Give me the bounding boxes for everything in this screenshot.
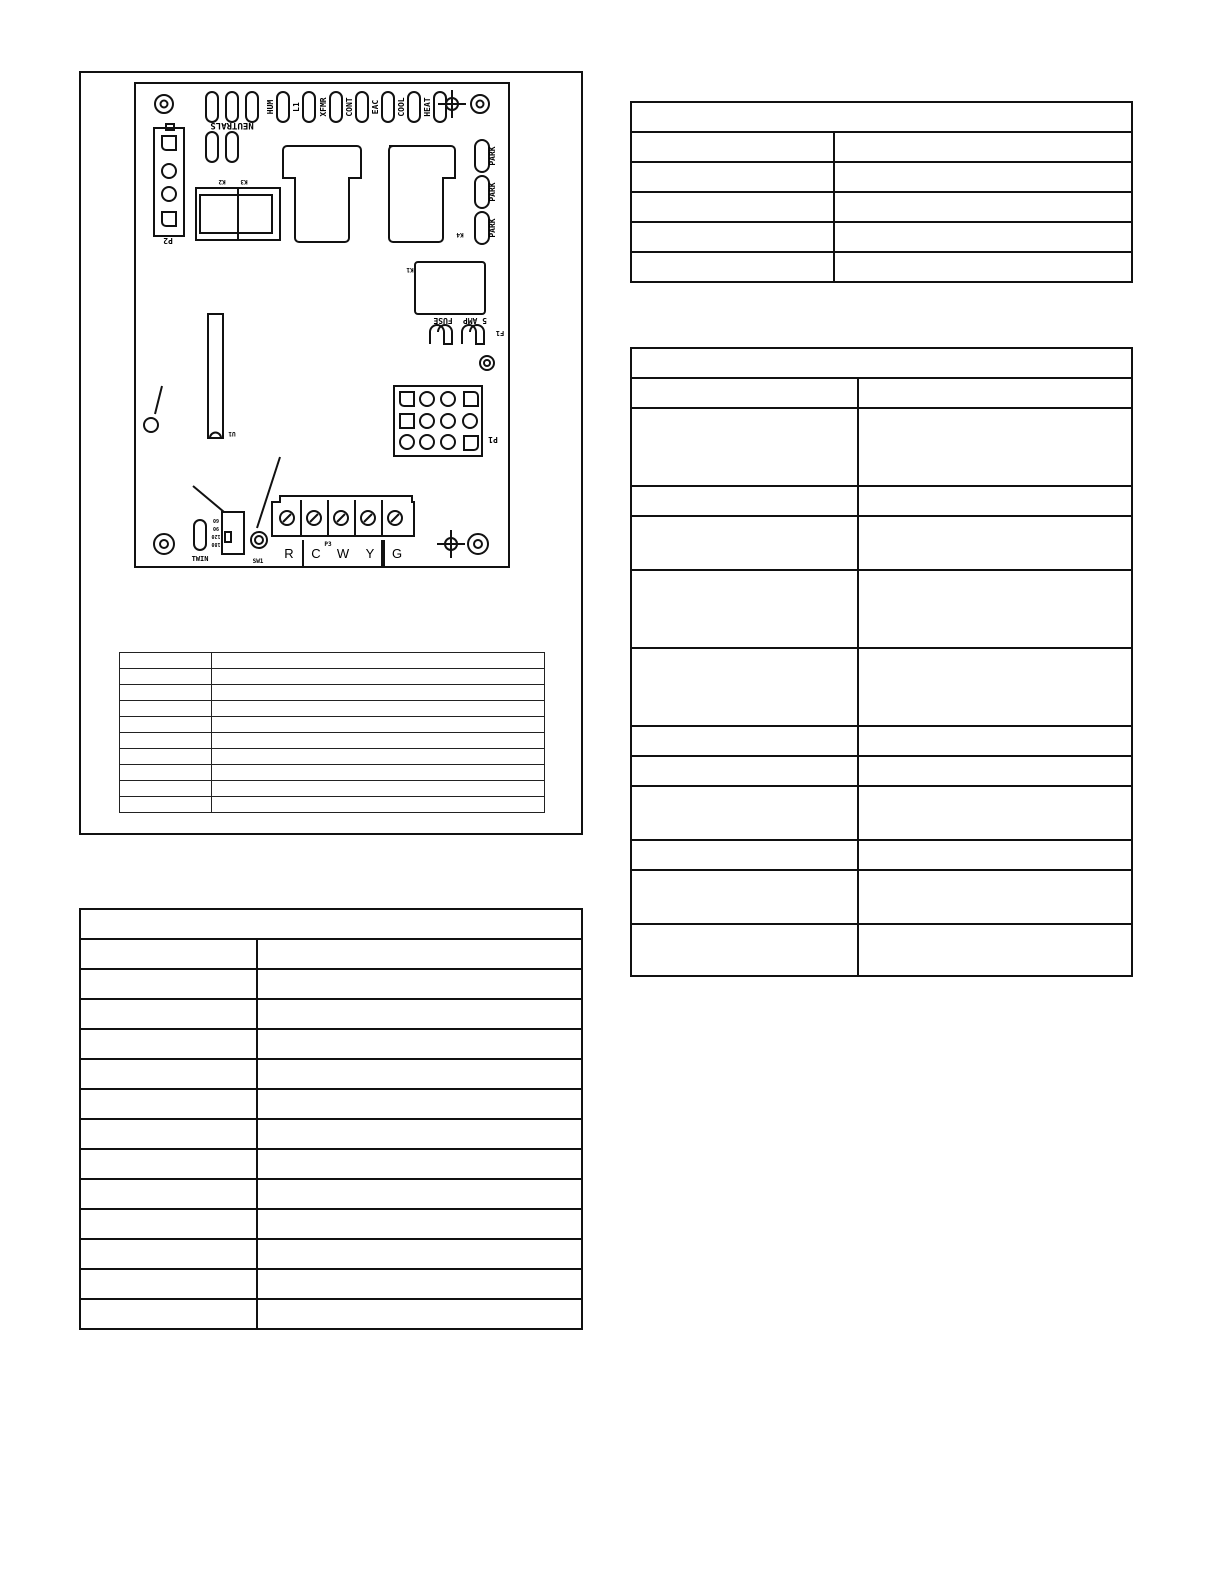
table-row xyxy=(631,840,1132,870)
fuse-label: FUSE xyxy=(433,316,453,325)
neutrals-label: NEUTRALS xyxy=(210,120,254,130)
park-label-2: PARK xyxy=(488,182,497,202)
table-row xyxy=(120,653,545,669)
table-row xyxy=(631,516,1132,570)
table-row xyxy=(631,786,1132,840)
table-row xyxy=(631,924,1132,976)
park-label-3: PARK xyxy=(488,218,497,238)
terminal-w: W xyxy=(336,546,350,561)
table-row xyxy=(80,969,582,999)
park-label-1: PARK xyxy=(488,146,497,166)
eac-label: EAC xyxy=(371,99,380,115)
terminal-r: R xyxy=(284,546,294,561)
table-row xyxy=(120,765,545,781)
hum-label: HUM xyxy=(266,99,275,115)
table-row xyxy=(631,756,1132,786)
terminal-y: Y xyxy=(365,546,375,561)
table-row xyxy=(80,1149,582,1179)
table-row xyxy=(631,726,1132,756)
table-row xyxy=(631,162,1132,192)
k4-label: K4 xyxy=(456,231,464,238)
switch-setting-90: 90 xyxy=(212,525,220,531)
table-row xyxy=(631,570,1132,648)
table-row xyxy=(80,999,582,1029)
table-row xyxy=(80,1179,582,1209)
table-row xyxy=(80,1089,582,1119)
table-row xyxy=(120,733,545,749)
p1-label: P1 xyxy=(488,435,498,444)
right-lower-table xyxy=(630,347,1133,977)
switch-setting-120: 120 xyxy=(211,533,221,539)
terminal-g: G xyxy=(391,546,403,561)
xfmr-label: XFMR xyxy=(319,97,328,117)
table-row xyxy=(120,781,545,797)
table-header-row xyxy=(80,909,582,939)
table-row xyxy=(80,1239,582,1269)
switch-setting-180: 180 xyxy=(211,541,221,547)
twin-label: TWIN xyxy=(191,555,209,563)
table-row xyxy=(120,701,545,717)
table-row xyxy=(80,1029,582,1059)
k2-label: K2 xyxy=(218,178,226,185)
table-row xyxy=(631,192,1132,222)
table-row xyxy=(120,797,545,813)
switch-setting-60: 60 xyxy=(212,517,220,523)
table-row xyxy=(631,408,1132,486)
control-board-diagram xyxy=(132,80,512,570)
u1-label: U1 xyxy=(228,430,236,437)
board-legend-table xyxy=(119,652,545,813)
sw1-label: SW1 xyxy=(252,558,264,565)
table-row xyxy=(80,1209,582,1239)
terminal-c: C xyxy=(311,546,321,561)
p3-label: P3 xyxy=(324,541,332,548)
table-row xyxy=(80,939,582,969)
table-row xyxy=(80,1119,582,1149)
f1-label: F1 xyxy=(495,329,505,337)
l1-label: L1 xyxy=(292,102,301,112)
table-row xyxy=(120,717,545,733)
table-row xyxy=(631,252,1132,282)
amp-label: 5 AMP xyxy=(462,316,488,325)
cool-label: COOL xyxy=(397,97,406,117)
table-row xyxy=(631,648,1132,726)
table-row xyxy=(631,222,1132,252)
k1-label: K1 xyxy=(406,266,414,273)
table-row xyxy=(120,685,545,701)
cont-label: CONT xyxy=(345,97,354,117)
table-row xyxy=(80,1269,582,1299)
k3-label: K3 xyxy=(240,178,248,185)
table-row xyxy=(631,132,1132,162)
left-lower-table xyxy=(79,908,583,1330)
table-row xyxy=(631,486,1132,516)
table-row xyxy=(120,749,545,765)
table-row xyxy=(631,870,1132,924)
heat-label: HEAT xyxy=(423,97,432,117)
table-row xyxy=(80,1299,582,1329)
table-row xyxy=(120,669,545,685)
table-header-row xyxy=(631,102,1132,132)
table-row xyxy=(631,378,1132,408)
right-upper-table xyxy=(630,101,1133,283)
table-header-row xyxy=(631,348,1132,378)
table-row xyxy=(80,1059,582,1089)
p2-label: P2 xyxy=(163,236,173,245)
